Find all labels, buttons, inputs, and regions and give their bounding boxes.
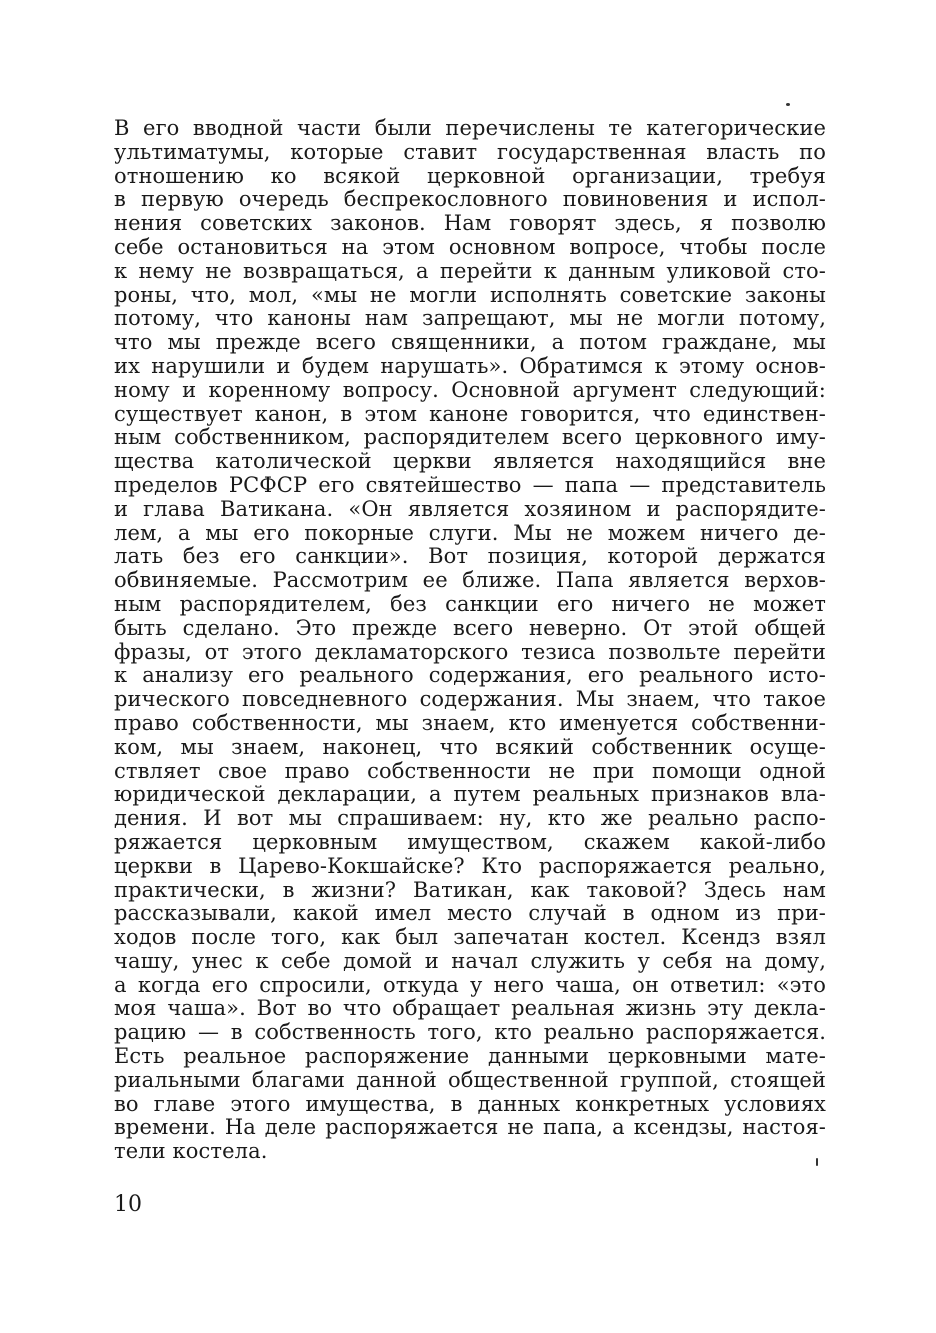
text-line: рического повседневного содержания. Мы знаем, что такое — [114, 687, 826, 712]
body-text — [114, 117, 826, 1164]
text-line: потому, что каноны нам запрещают, мы не могли потому, — [114, 306, 826, 331]
text-line: лать без его санкции». Вот позиция, которой держатся — [114, 544, 826, 569]
text-line: во главе этого имущества, в данных конкретных условиях — [114, 1091, 826, 1116]
text-line: ком, мы знаем, наконец, что всякий собственник осуще- — [114, 734, 826, 759]
text-line: и глава Ватикана. «Он является хозяином и распорядите- — [114, 496, 826, 521]
text-line: роны, что, мол, «мы не могли исполнять советские законы — [114, 282, 826, 307]
text-line: моя чаша». Вот во что обращает реальная жизнь эту декла- — [114, 996, 826, 1021]
text-line: ходов после того, как был запечатан костел. Ксендз взял — [114, 925, 826, 950]
text-line: ствляет свое право собственности не при помощи одной — [114, 758, 826, 783]
text-line: ному и коренному вопросу. Основной аргумент следующий: — [114, 377, 826, 402]
text-line: В его вводной части были перечислены те категорические — [114, 116, 826, 140]
text-line: практически, в жизни? Ватикан, как таковой? Здесь нам — [114, 877, 826, 902]
page-number: 10 — [114, 1192, 142, 1217]
text-line: времени. На деле распоряжается не папа, а ксендзы, настоя- — [114, 1115, 826, 1140]
print-speck — [786, 103, 790, 106]
text-line: фразы, от этого декламаторского тезиса позвольте перейти — [114, 639, 826, 664]
text-line: лем, а мы его покорные слуги. Мы не можем ничего де- — [114, 520, 826, 545]
text-line: юридической декларации, а путем реальных признаков вла- — [114, 782, 826, 807]
text-line: ультиматумы, которые ставит государственная власть по — [114, 139, 826, 164]
text-line: их нарушили и будем нарушать». Обратимся к этому основ- — [114, 353, 826, 378]
text-line: право собственности, мы знаем, кто именуется собственни- — [114, 710, 826, 735]
text-line: рассказывали, какой имел место случай в одном из при- — [114, 901, 826, 926]
text-line: быть сделано. Это прежде всего неверно. От этой общей — [114, 615, 826, 640]
text-line: что мы прежде всего священники, а потом граждане, мы — [114, 330, 826, 355]
text-line: к анализу его реального содержания, его реального исто- — [114, 663, 826, 688]
text-line: ряжается церковным имуществом, скажем какой-либо — [114, 829, 826, 854]
text-line: чашу, унес к себе домой и начал служить у себя на дому, — [114, 948, 826, 973]
text-line: ным распорядителем, без санкции его ничего не может — [114, 591, 826, 616]
text-line: ным собственником, распорядителем всего церковного иму- — [114, 425, 826, 450]
text-line: к нему не возвращаться, а перейти к данным уликовой сто- — [114, 258, 826, 283]
text-line: тели костела. — [114, 1139, 268, 1164]
text-line: пределов РСФСР его святейшество — папа — представитель — [114, 472, 826, 497]
text-line: обвиняемые. Рассмотрим ее ближе. Папа является верхов- — [114, 568, 826, 593]
text-line: нения советских законов. Нам говорят здесь, я позволю — [114, 211, 826, 236]
text-line: отношению ко всякой церковной организации, требуя — [114, 163, 826, 188]
text-line: церкви в Царево-Кокшайске? Кто распоряжается реально, — [114, 853, 826, 878]
text-line: существует канон, в этом каноне говорится, что единствен- — [114, 401, 826, 426]
text-line: рацию — в собственность того, кто реально распоряжается. — [114, 1020, 826, 1045]
text-line: щества католической церкви является находящийся вне — [114, 449, 826, 474]
text-line: риальными благами данной общественной группой, стоящей — [114, 1067, 826, 1092]
text-line: а когда его спросили, откуда у него чаша, он ответил: «это — [114, 972, 826, 997]
text-line: в первую очередь беспрекословного повиновения и испол- — [114, 187, 826, 212]
text-line: себе остановиться на этом основном вопросе, чтобы после — [114, 234, 826, 259]
text-line: дения. И вот мы спрашиваем: ну, кто же реально распо- — [114, 806, 826, 831]
text-line: Есть реальное распоряжение данными церковными мате- — [114, 1044, 826, 1069]
